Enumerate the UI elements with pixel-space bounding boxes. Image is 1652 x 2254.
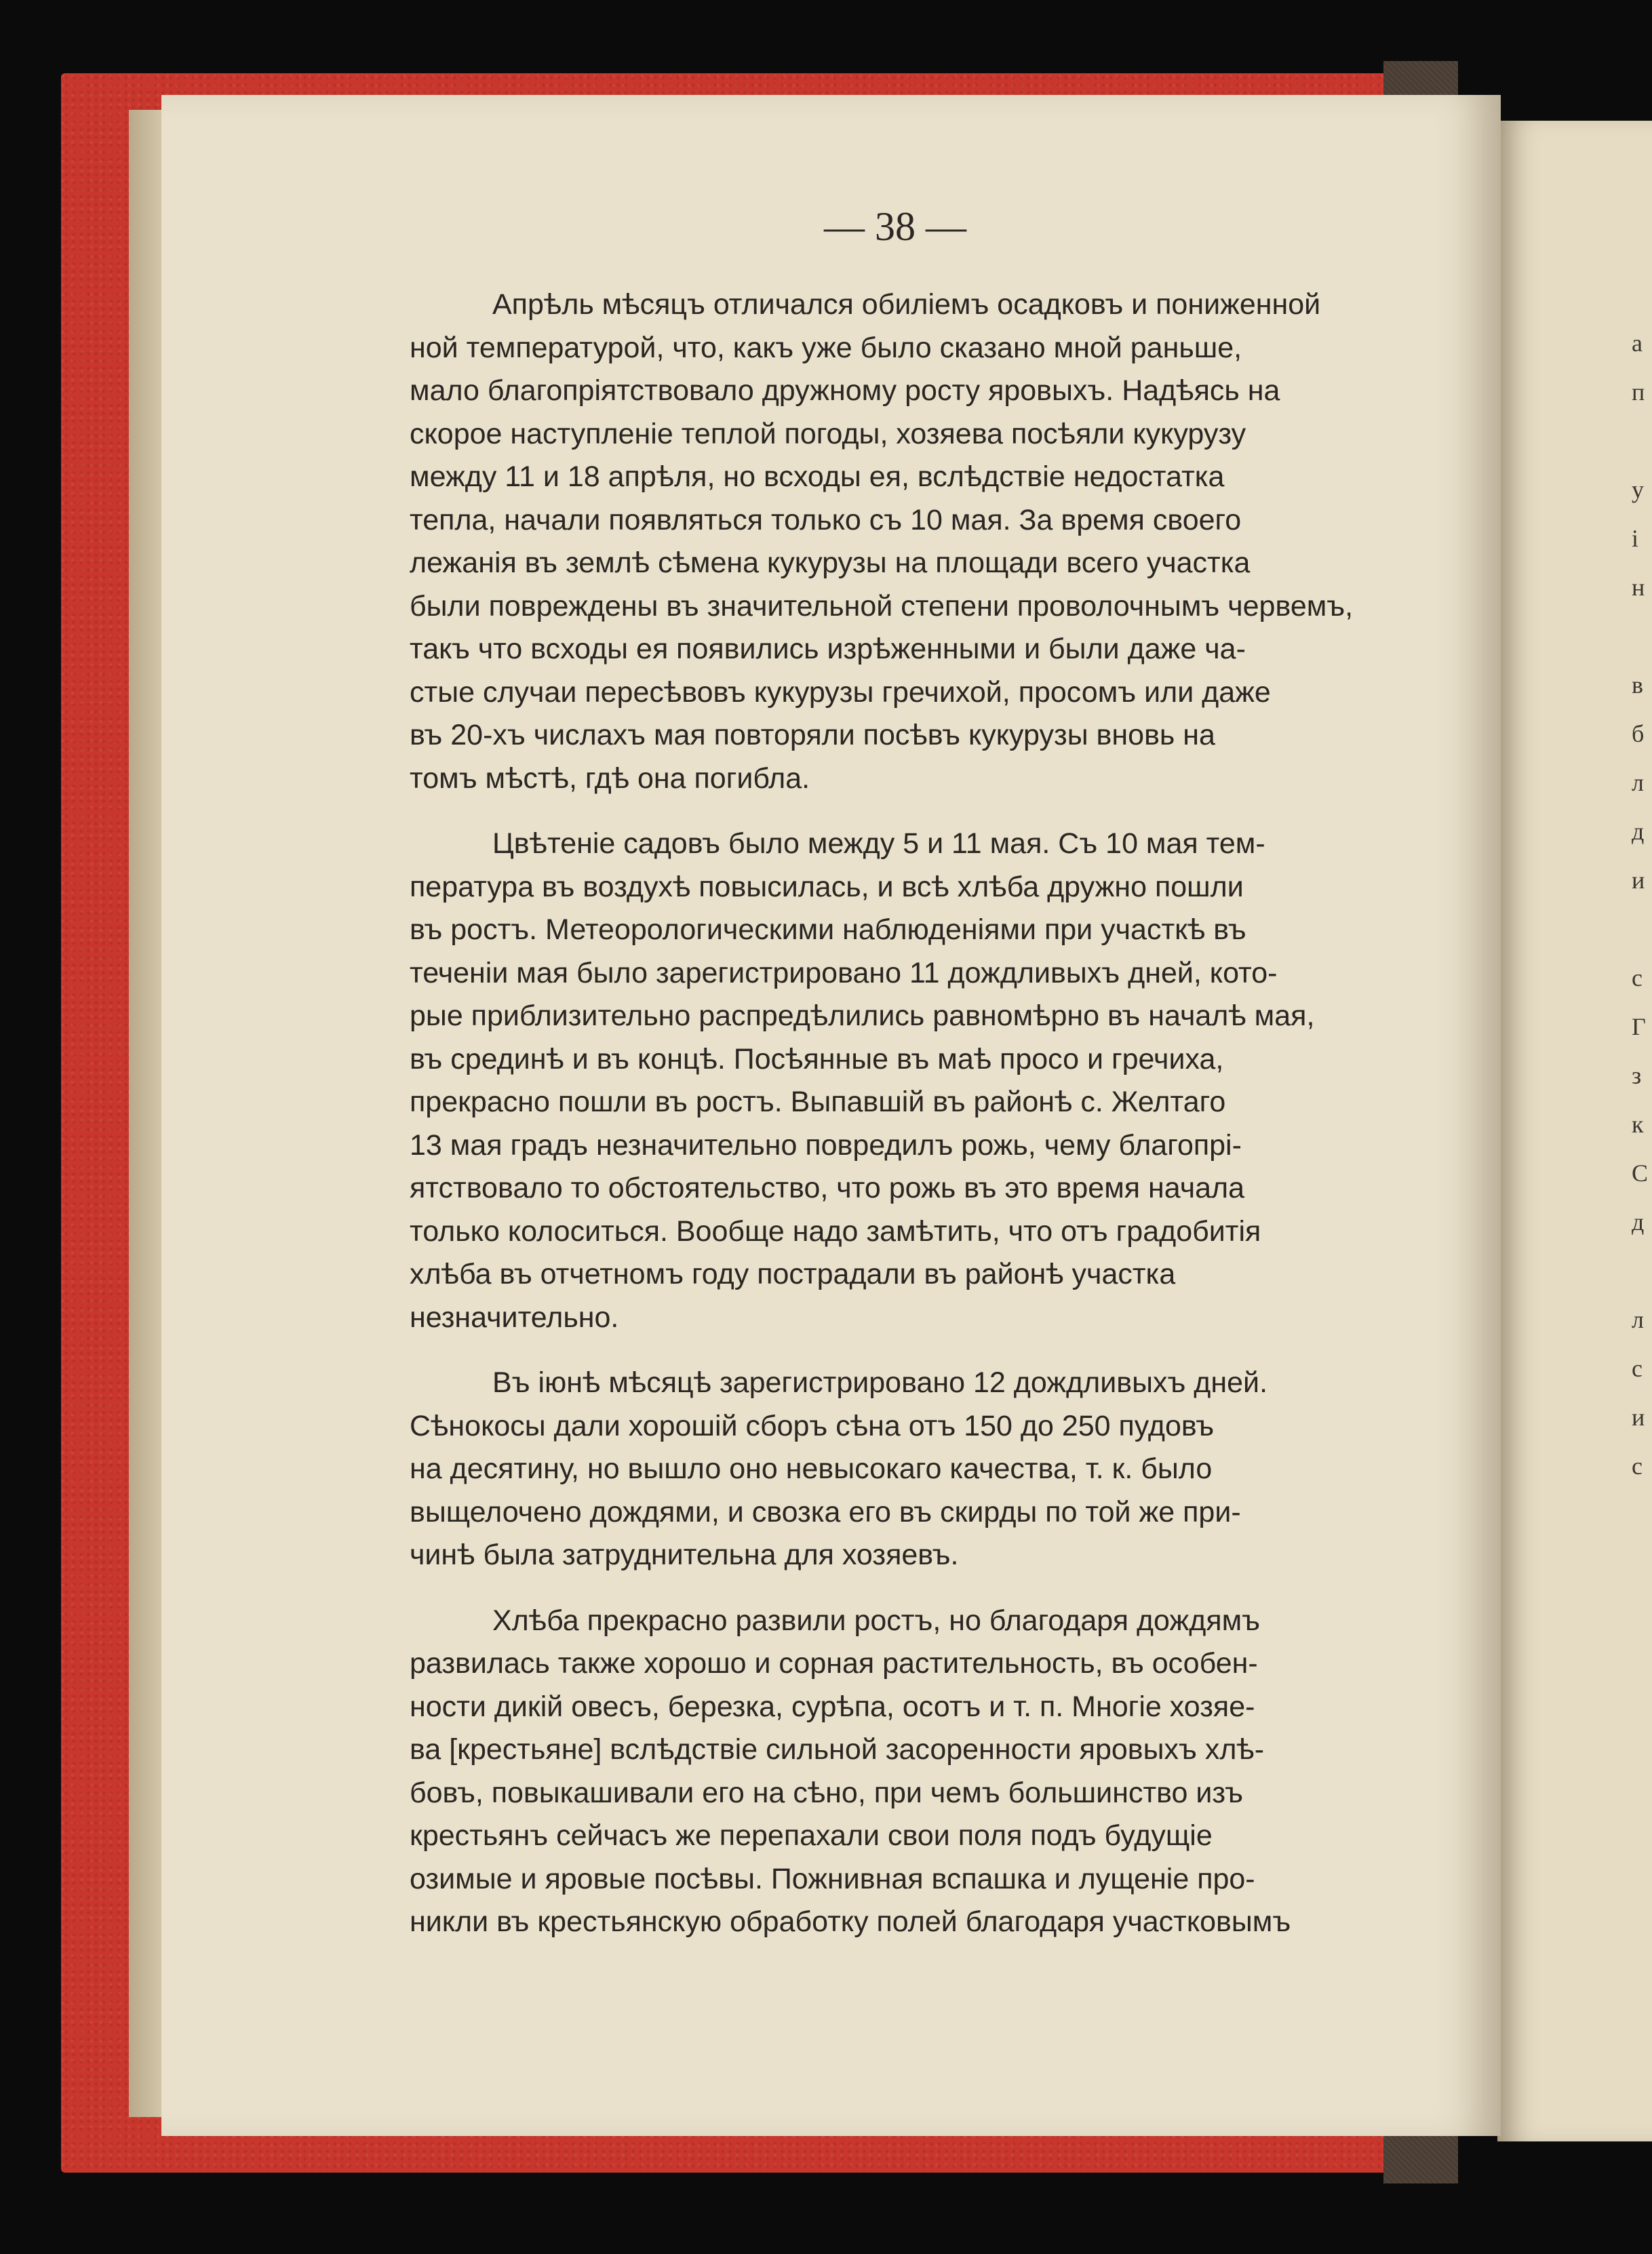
text-line: ности дикій овесъ, березка, сурѣпа, осотъ и т. п. Многіе хозяе- bbox=[410, 1690, 1255, 1723]
text-line: Сѣнокосы дали хорошій сборъ сѣна отъ 150 до 250 пудовъ bbox=[410, 1409, 1215, 1442]
text-line: крестьянъ сейчасъ же перепахали свои поля подъ будущіе bbox=[410, 1819, 1213, 1852]
text-line: прекрасно пошли въ ростъ. Выпавшій въ районѣ с. Желтаго bbox=[410, 1086, 1226, 1118]
next-page-letters: а п у і н в б л д и с Г з к С д л с и с bbox=[1632, 330, 1649, 1480]
text-line: на десятину, но вышло оно невысокаго качества, т. к. было bbox=[410, 1452, 1213, 1485]
text-line: въ срединѣ и въ концѣ. Посѣянные въ маѣ просо и гречиха, bbox=[410, 1042, 1224, 1075]
text-line: рые приблизительно распредѣлились равномѣрно въ началѣ мая, bbox=[410, 1000, 1315, 1032]
text-line: лежанія въ землѣ сѣмена кукурузы на площади всего участка bbox=[410, 547, 1251, 579]
text-line: пература въ воздухѣ повысилась, и всѣ хлѣба дружно пошли bbox=[410, 870, 1244, 903]
text-line: никли въ крестьянскую обработку полей благодаря участковымъ bbox=[410, 1905, 1291, 1938]
text-line: мало благопріятствовало дружному росту яровыхъ. Надѣясь на bbox=[410, 374, 1280, 407]
text-line: ва [крестьяне] вслѣдствіе сильной засоренности яровыхъ хлѣ- bbox=[410, 1733, 1265, 1766]
text-line: Хлѣба прекрасно развили ростъ, но благодаря дождямъ bbox=[492, 1604, 1261, 1637]
text-line: Цвѣтеніе садовъ было между 5 и 11 мая. Съ 10 мая тем- bbox=[492, 827, 1265, 860]
text-line: бовъ, повыкашивали его на сѣно, при чемъ большинство изъ bbox=[410, 1776, 1244, 1809]
text-line: ной температурой, что, какъ уже было сказано мной раньше, bbox=[410, 331, 1242, 364]
text-line: развилась также хорошо и сорная растительность, въ особен- bbox=[410, 1647, 1258, 1680]
next-page-edge bbox=[1497, 121, 1652, 2141]
text-line: теченіи мая было зарегистрировано 11 дождливыхъ дней, кото- bbox=[410, 956, 1278, 989]
paragraph bbox=[410, 283, 1402, 800]
text-line: стые случаи пересѣвовъ кукурузы гречихой, просомъ или даже bbox=[410, 675, 1271, 709]
text-line: 13 мая градъ незначительно повредилъ рожь, чему благопрі- bbox=[410, 1128, 1242, 1162]
text-line: въ 20-хъ числахъ мая повторяли посѣвъ кукурузы вновь на bbox=[410, 719, 1215, 751]
text-line: выщелочено дождями, и свозка его въ скирды по той же при- bbox=[410, 1495, 1241, 1528]
text-line: скорое наступленіе теплой погоды, хозяева посѣяли кукурузу bbox=[410, 417, 1246, 450]
page-number: — 38 — bbox=[824, 204, 966, 249]
text-line: Апрѣль мѣсяцъ отличался обиліемъ осадковъ и пониженной bbox=[492, 288, 1321, 321]
text-line: ятствовало то обстоятельство, что рожь въ это время начала bbox=[410, 1172, 1245, 1204]
page-body-text bbox=[410, 283, 1402, 1944]
text-line: только колоситься. Вообще надо замѣтить, что отъ градобитія bbox=[410, 1214, 1261, 1248]
paragraph bbox=[410, 823, 1402, 1339]
text-line: озимые и яровые посѣвы. Пожнивная вспашка и лущеніе про- bbox=[410, 1862, 1255, 1895]
text-line: чинѣ была затруднительна для хозяевъ. bbox=[410, 1539, 959, 1571]
text-line: незначительно. bbox=[410, 1301, 619, 1334]
text-line: такъ что всходы ея появились изрѣженными и были даже ча- bbox=[410, 633, 1246, 665]
text-line: Въ іюнѣ мѣсяцѣ зарегистрировано 12 дождливыхъ дней. bbox=[492, 1366, 1268, 1399]
paragraph bbox=[410, 1362, 1402, 1577]
text-line: были повреждены въ значительной степени проволочнымъ червемъ, bbox=[410, 589, 1354, 622]
text-line: въ ростъ. Метеорологическими наблюденіями при участкѣ въ bbox=[410, 913, 1246, 946]
text-line: хлѣба въ отчетномъ году пострадали въ районѣ участка bbox=[410, 1258, 1176, 1290]
text-line: между 11 и 18 апрѣля, но всходы ея, вслѣдствіе недостатка bbox=[410, 460, 1225, 493]
text-line: тепла, начали появляться только съ 10 мая. За время своего bbox=[410, 503, 1242, 536]
paragraph bbox=[410, 1600, 1402, 1944]
text-line: томъ мѣстѣ, гдѣ она погибла. bbox=[410, 762, 810, 795]
